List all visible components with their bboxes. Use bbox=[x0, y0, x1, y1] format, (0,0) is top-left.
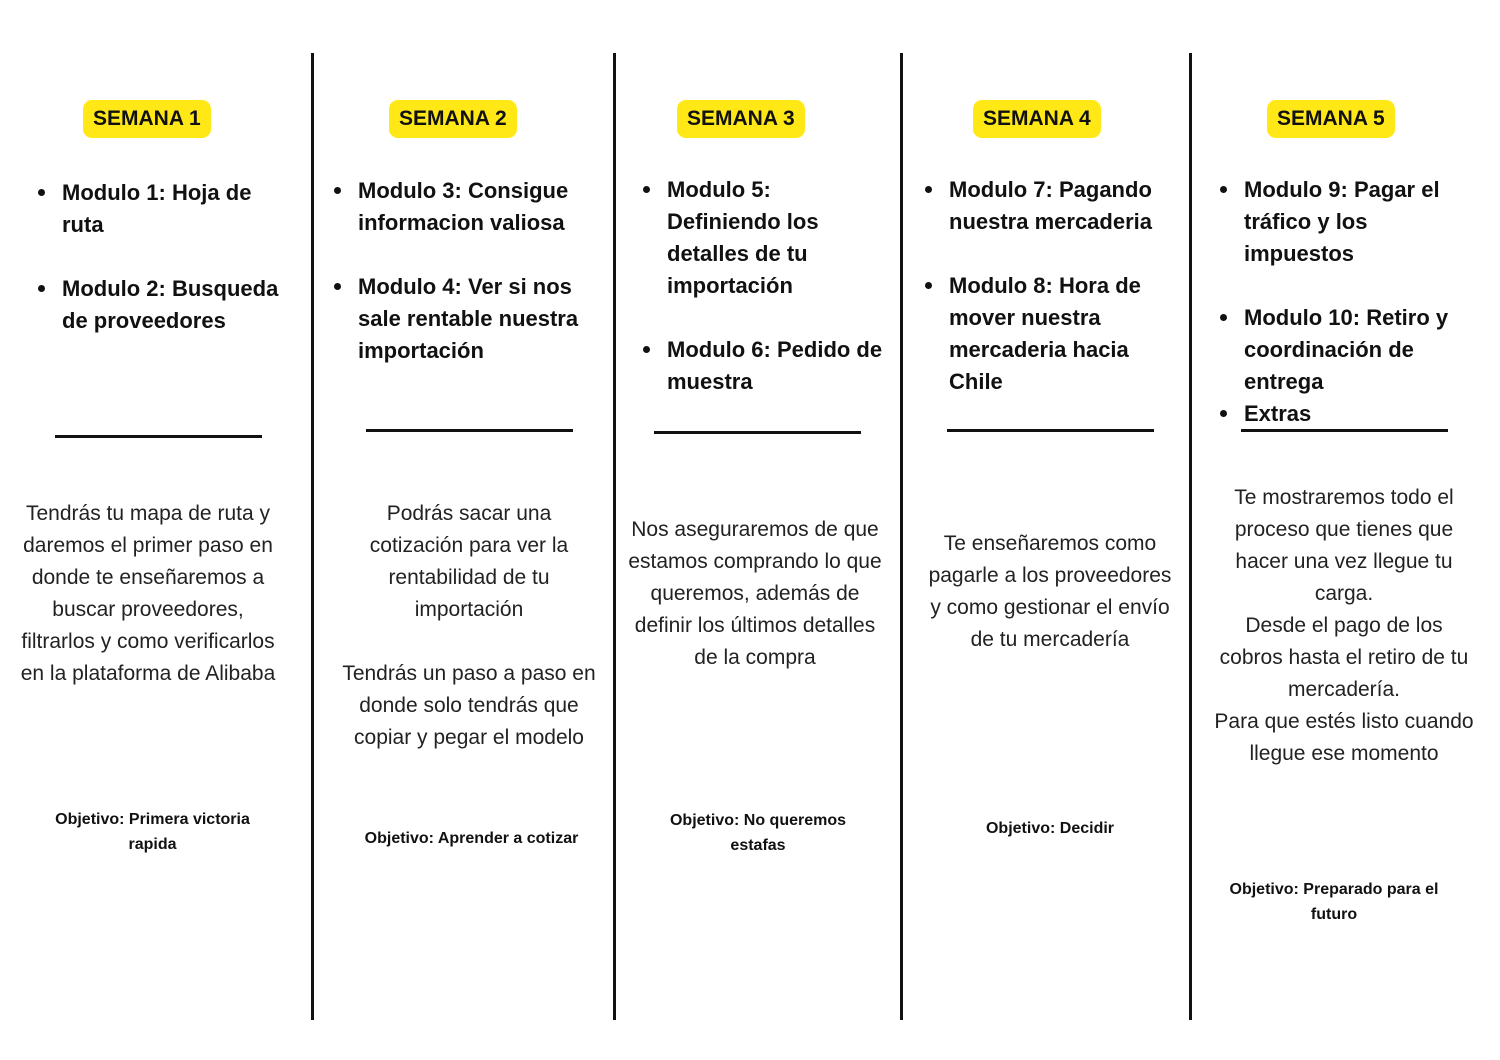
module-list bbox=[639, 174, 889, 430]
description-paragraph: Te mostraremos todo el proceso que tienes que hacer una vez llegue tu carga. bbox=[1234, 486, 1454, 605]
module-item bbox=[921, 174, 1186, 238]
bullet-icon bbox=[1220, 314, 1227, 321]
week-description bbox=[624, 514, 886, 674]
bullet-icon bbox=[38, 189, 45, 196]
week-5-column bbox=[1192, 0, 1500, 1060]
module-item bbox=[34, 273, 296, 337]
week-objective: Objetivo: Primera victoria rapida bbox=[55, 811, 250, 853]
bullet-icon bbox=[334, 283, 341, 290]
module-list bbox=[1216, 174, 1478, 430]
module-label: Modulo 8: Hora de mover nuestra mercaderia hacia Chile bbox=[949, 273, 1141, 394]
description-paragraph: Te enseñaremos como pagarle a los proveedores y como gestionar el envío de tu mercadería bbox=[928, 532, 1172, 651]
bullet-icon bbox=[643, 186, 650, 193]
section-divider bbox=[654, 431, 861, 434]
module-label: Modulo 1: Hoja de ruta bbox=[62, 180, 252, 237]
module-item bbox=[639, 174, 889, 302]
description-paragraph: Para que estés listo cuando llegue ese momento bbox=[1214, 710, 1474, 765]
bullet-icon bbox=[334, 187, 341, 194]
week-1-column bbox=[0, 0, 311, 1060]
week-objective: Objetivo: Preparado para el futuro bbox=[1229, 881, 1439, 923]
description-paragraph: Tendrás un paso a paso en donde solo tendrás que copiar y pegar el modelo bbox=[342, 662, 596, 749]
module-list bbox=[330, 175, 610, 399]
module-item bbox=[330, 175, 610, 239]
bullet-icon bbox=[925, 282, 932, 289]
week-badge: SEMANA 2 bbox=[389, 100, 517, 138]
description-paragraph: Tendrás tu mapa de ruta y daremos el primer paso en donde te enseñaremos a buscar proveedores, filtrarlos y como verificarlos en la plataforma de Alibaba bbox=[20, 502, 276, 685]
week-objective: Objetivo: Decidir bbox=[985, 820, 1115, 837]
module-label: Modulo 10: Retiro y coordinación de entrega bbox=[1244, 305, 1449, 394]
week-4-column bbox=[903, 0, 1189, 1060]
bullet-icon bbox=[643, 346, 650, 353]
module-label: Modulo 4: Ver si nos sale rentable nuestra importación bbox=[358, 274, 579, 363]
module-label: Modulo 6: Pedido de muestra bbox=[667, 337, 883, 394]
bullet-icon bbox=[38, 285, 45, 292]
module-item bbox=[34, 177, 296, 241]
module-label: Modulo 9: Pagar el tráfico y los impuestos bbox=[1244, 177, 1440, 266]
week-badge: SEMANA 5 bbox=[1267, 100, 1395, 138]
week-description bbox=[1214, 482, 1474, 770]
section-divider bbox=[947, 429, 1154, 432]
description-paragraph: Nos aseguraremos de que estamos comprando lo que queremos, además de definir los últimos detalles de la compra bbox=[628, 518, 882, 669]
bullet-icon bbox=[1220, 410, 1227, 417]
module-item bbox=[639, 334, 889, 398]
module-list bbox=[921, 174, 1186, 430]
week-description bbox=[18, 498, 278, 690]
description-paragraph: Podrás sacar una cotización para ver la rentabilidad de tu importación bbox=[369, 502, 569, 621]
bullet-icon bbox=[1220, 186, 1227, 193]
section-divider bbox=[55, 435, 262, 438]
week-objective: Objetivo: No queremos estafas bbox=[669, 812, 847, 854]
section-divider bbox=[1241, 429, 1448, 432]
module-item bbox=[1216, 174, 1478, 270]
week-badge: SEMANA 3 bbox=[677, 100, 805, 138]
module-list bbox=[34, 177, 296, 369]
module-item bbox=[330, 271, 610, 367]
module-label: Modulo 3: Consigue informacion valiosa bbox=[358, 178, 569, 235]
week-description bbox=[339, 498, 599, 754]
week-3-column bbox=[616, 0, 900, 1060]
bullet-icon bbox=[925, 186, 932, 193]
week-description bbox=[925, 528, 1175, 656]
description-paragraph: Desde el pago de los cobros hasta el retiro de tu mercadería. bbox=[1219, 614, 1469, 701]
week-2-column bbox=[314, 0, 613, 1060]
week-badge: SEMANA 4 bbox=[973, 100, 1101, 138]
module-label: Modulo 2: Busqueda de proveedores bbox=[62, 276, 279, 333]
module-label: Modulo 5: Definiendo los detalles de tu importación bbox=[667, 177, 819, 298]
module-label: Extras bbox=[1244, 401, 1312, 426]
module-item bbox=[921, 270, 1186, 398]
module-item bbox=[1216, 302, 1478, 398]
module-item bbox=[1216, 398, 1478, 430]
week-badge: SEMANA 1 bbox=[83, 100, 211, 138]
week-objective: Objetivo: Aprender a cotizar bbox=[364, 830, 579, 847]
module-label: Modulo 7: Pagando nuestra mercaderia bbox=[949, 177, 1152, 234]
section-divider bbox=[366, 429, 573, 432]
